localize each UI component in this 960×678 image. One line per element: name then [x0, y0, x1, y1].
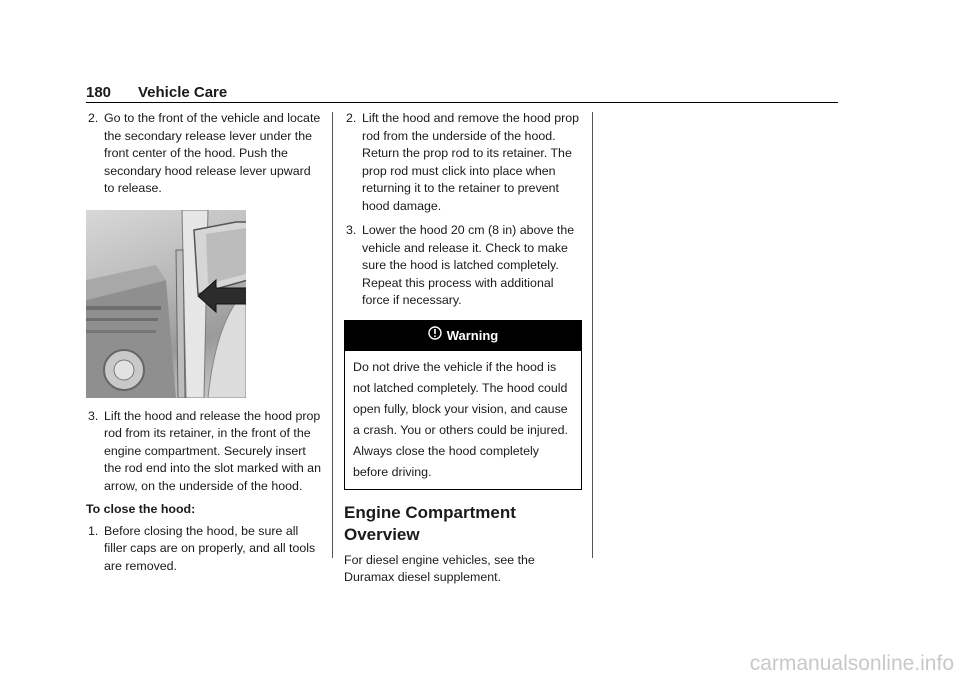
page-header [86, 84, 838, 104]
warning-icon [428, 321, 442, 351]
section-heading: Engine Compartment Overview [344, 502, 516, 544]
step-text: Lift the hood and remove the hood prop rod from the underside of the hood. Return the prop rod to its retainer. The prop rod must click into place when returning it to the retainer to prevent hood damage. [362, 111, 579, 213]
section-title: Vehicle Care [138, 84, 228, 101]
list-item [344, 222, 580, 310]
list-item [86, 408, 322, 496]
header-divider [86, 102, 838, 103]
close-hood-heading: To close the hood: [86, 502, 196, 516]
hood-release-illustration [86, 210, 246, 398]
column-divider-2 [592, 112, 593, 558]
step-number: 3. [346, 223, 357, 237]
step-number: 2. [346, 111, 357, 125]
step-number: 1. [88, 523, 99, 538]
step-number: 3. [88, 408, 99, 423]
list-item [86, 110, 322, 198]
list-item [86, 523, 322, 576]
step-text: Go to the front of the vehicle and locate the secondary release lever under the front center of the hood. Push the secondary hood release lever upward to release. [104, 111, 321, 195]
step-text: Lift the hood and release the hood prop rod from its retainer, in the front of the engine compartment. Securely insert the rod end into the slot marked with an arrow, on the underside of the hood. [104, 408, 321, 493]
warning-box [344, 320, 582, 490]
step-text: Lower the hood 20 cm (8 in) above the vehicle and release it. Check to make sure the hood is latched completely. Repeat this process with additional force if necessary. [362, 223, 575, 307]
list-item [344, 110, 580, 215]
step-text: Before closing the hood, be sure all filler caps are on properly, and all tools are removed. [104, 523, 316, 573]
section-paragraph: For diesel engine vehicles, see the Duramax diesel supplement. [344, 552, 535, 584]
left-column [86, 110, 322, 575]
page-number: 180 [86, 84, 112, 101]
step-number: 2. [88, 111, 99, 125]
warning-title: Warning [446, 327, 499, 343]
warning-text: Do not drive the vehicle if the hood is not latched completely. The hood could open fully, block your vision, and cause a crash. You or others could be injured. Always close the hood completely before driving. [353, 359, 568, 479]
middle-column [344, 110, 580, 587]
watermark: carmanualsonline.info [749, 652, 954, 675]
column-divider-1 [332, 112, 333, 558]
hood-release-figure [86, 210, 246, 398]
warning-header [345, 321, 581, 351]
